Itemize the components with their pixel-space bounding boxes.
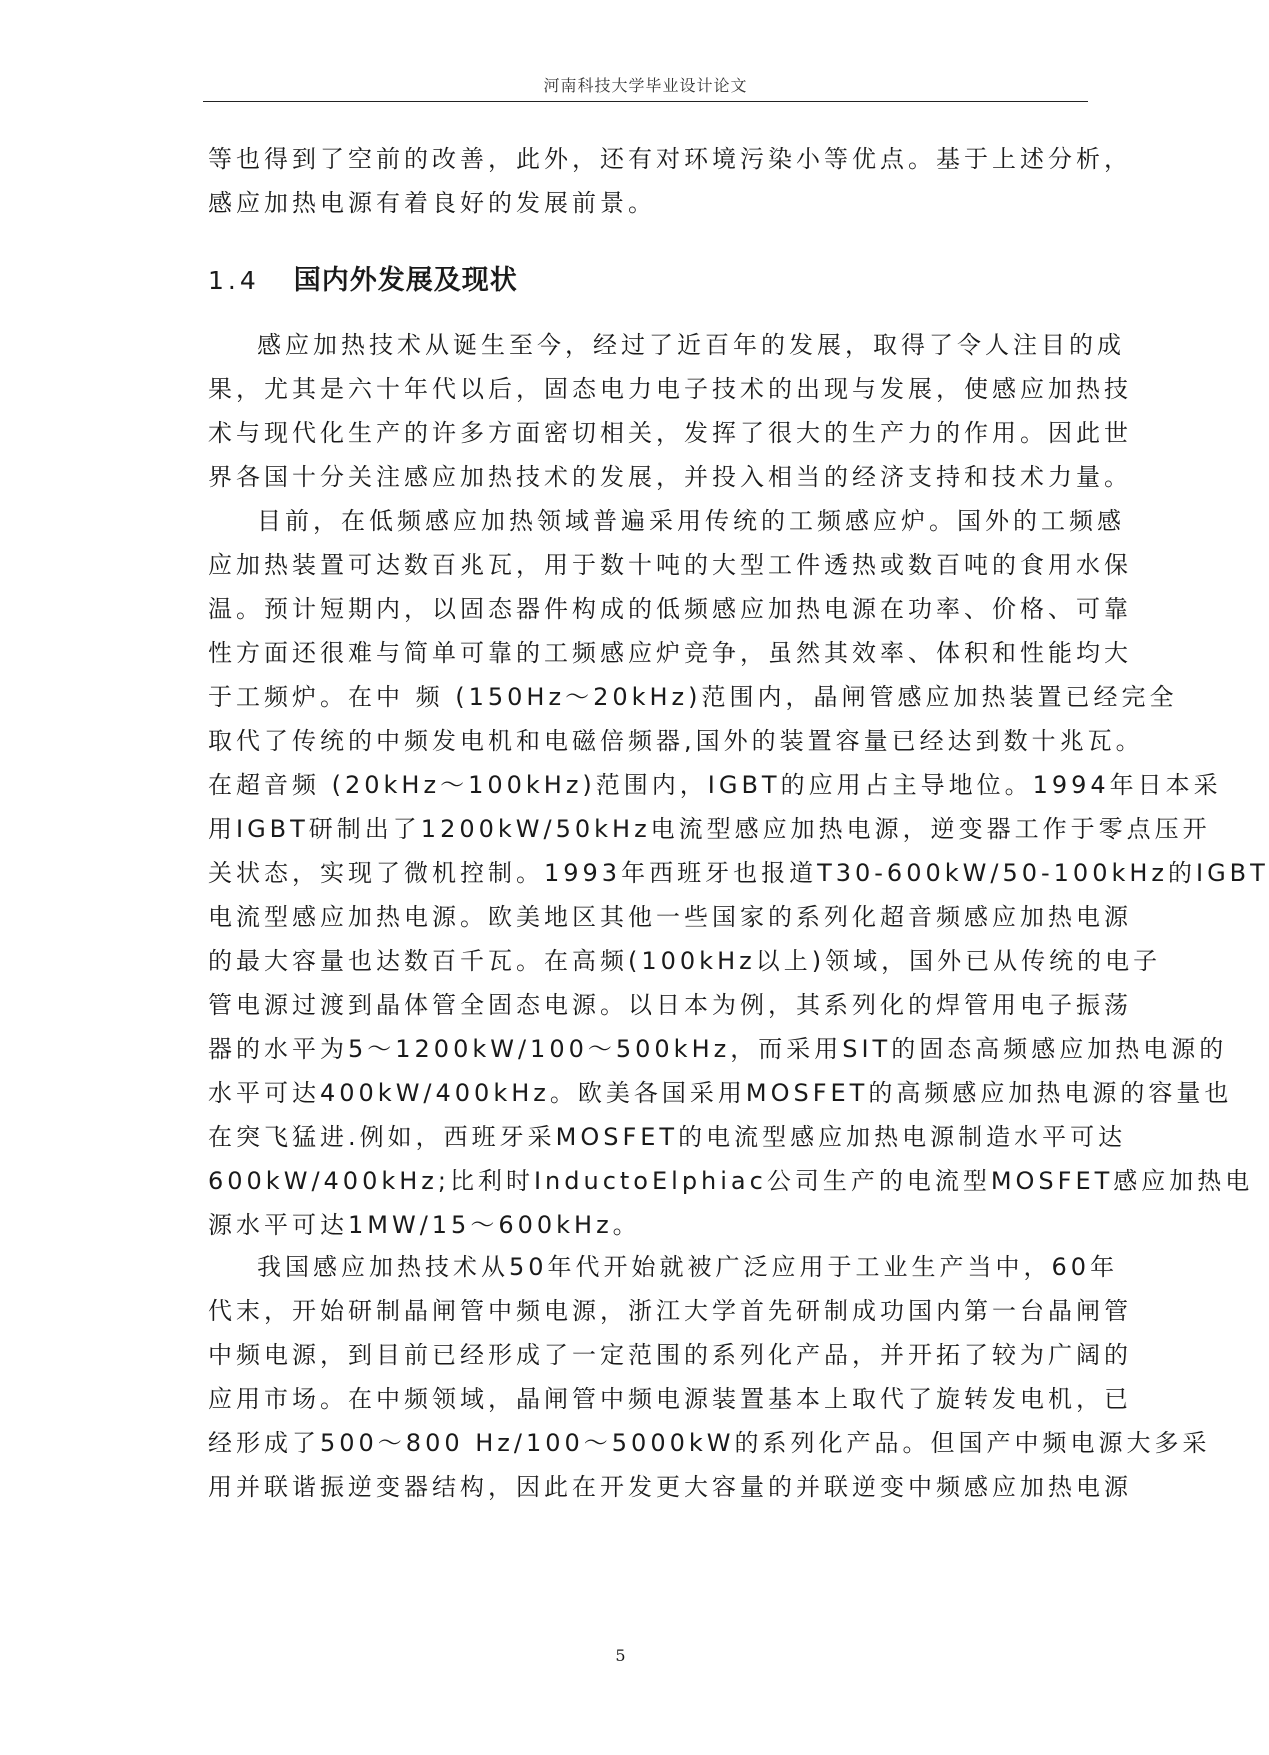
section-heading: [208, 258, 518, 302]
text-line: 在超音频 (20kHz～100kHz)范围内，IGBT的应用占主导地位。1994年日本采: [208, 771, 1222, 799]
text-line: 经形成了500～800 Hz/100～5000kW的系列化产品。但国产中频电源大多采: [208, 1429, 1211, 1457]
page-number: 5: [615, 1646, 626, 1665]
section-title: 国内外发展及现状: [293, 265, 518, 296]
running-header: [203, 71, 1088, 102]
paragraph: [208, 499, 1269, 1247]
text-line: 中频电源，到目前已经形成了一定范围的系列化产品，并开拓了较为广阔的: [208, 1341, 1132, 1369]
text-line: 感应加热电源有着良好的发展前景。: [208, 189, 656, 217]
text-line: 性方面还很难与简单可靠的工频感应炉竞争，虽然其效率、体积和性能均大: [208, 639, 1132, 667]
text-line: 在突飞猛进.例如，西班牙采MOSFET的电流型感应加热电源制造水平可达: [208, 1123, 1127, 1151]
text-line: 的最大容量也达数百千瓦。在高频(100kHz以上)领域，国外已从传统的电子: [208, 947, 1162, 975]
paragraph: [208, 323, 1132, 499]
text-line: 用并联谐振逆变器结构，因此在开发更大容量的并联逆变中频感应加热电源: [208, 1473, 1132, 1501]
text-line: 用IGBT研制出了1200kW/50kHz电流型感应加热电源，逆变器工作于零点压开: [208, 815, 1211, 843]
text-line: 感应加热技术从诞生至今，经过了近百年的发展，取得了令人注目的成: [257, 331, 1125, 359]
text-line: 界各国十分关注感应加热技术的发展，并投入相当的经济支持和技术力量。: [208, 463, 1132, 491]
text-line: 于工频炉。在中 频 (150Hz～20kHz)范围内，晶闸管感应加热装置已经完全: [208, 683, 1178, 711]
text-line: 器的水平为5～1200kW/100～500kHz，而采用SIT的固态高频感应加热电源的: [208, 1035, 1228, 1063]
paragraph-continued: [208, 137, 1132, 225]
text-line: 水平可达400kW/400kHz。欧美各国采用MOSFET的高频感应加热电源的容量也: [208, 1079, 1233, 1107]
text-line: 管电源过渡到晶体管全固态电源。以日本为例，其系列化的焊管用电子振荡: [208, 991, 1132, 1019]
paragraph: [208, 1245, 1211, 1509]
text-line: 应加热装置可达数百兆瓦，用于数十吨的大型工件透热或数百吨的食用水保: [208, 551, 1132, 579]
header-title: 河南科技大学毕业设计论文: [543, 76, 748, 95]
text-line: 术与现代化生产的许多方面密切相关，发挥了很大的生产力的作用。因此世: [208, 419, 1132, 447]
text-line: 温。预计短期内，以固态器件构成的低频感应加热电源在功率、价格、可靠: [208, 595, 1132, 623]
text-line: 关状态，实现了微机控制。1993年西班牙也报道T30-600kW/50-100kHz的IGBT: [208, 859, 1269, 887]
text-line: 应用市场。在中频领域，晶闸管中频电源装置基本上取代了旋转发电机，已: [208, 1385, 1132, 1413]
text-line: 等也得到了空前的改善，此外，还有对环境污染小等优点。基于上述分析，: [208, 145, 1132, 173]
text-line: 600kW/400kHz;比利时InductoElphiac公司生产的电流型MOSFET感应加热电: [208, 1167, 1254, 1195]
text-line: 取代了传统的中频发电机和电磁倍频器,国外的装置容量已经达到数十兆瓦。: [208, 727, 1144, 755]
text-line: 代末，开始研制晶闸管中频电源，浙江大学首先研制成功国内第一台晶闸管: [208, 1297, 1132, 1325]
text-line: 源水平可达1MW/15～600kHz。: [208, 1211, 641, 1239]
text-line: 我国感应加热技术从50年代开始就被广泛应用于工业生产当中，60年: [257, 1253, 1119, 1281]
text-line: 目前，在低频感应加热领域普遍采用传统的工频感应炉。国外的工频感: [257, 507, 1125, 535]
section-number: 1.4: [208, 266, 260, 295]
text-line: 果，尤其是六十年代以后，固态电力电子技术的出现与发展，使感应加热技: [208, 375, 1132, 403]
text-line: 电流型感应加热电源。欧美地区其他一些国家的系列化超音频感应加热电源: [208, 903, 1132, 931]
